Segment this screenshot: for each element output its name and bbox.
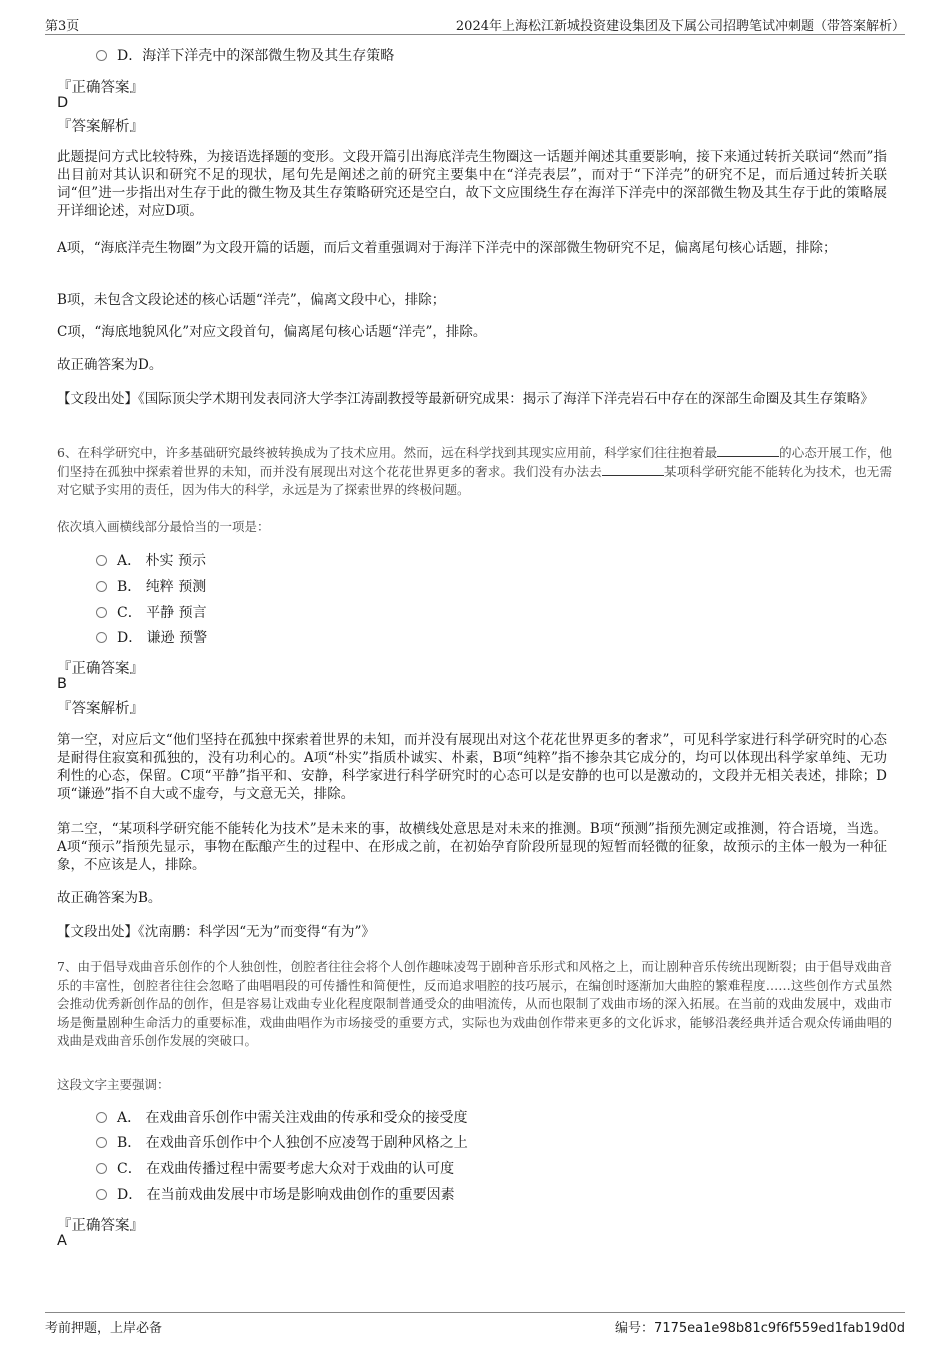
- radio-icon[interactable]: [96, 1112, 107, 1123]
- q5-analysis-para: 故正确答案为D。: [57, 357, 163, 373]
- q6-analysis-para: 第二空，“某项科学研究能不能转化为技术”是未来的事，故横线处意思是对未来的推测。B项“预测”指预先测定或推测，符合语境，当选。A项“预示”指预先显示，事物在酝酿产生的过程中、在形成之前，在初始孕育阶段所显现的短暂而轻微的征象，故预示的主体一般为一种征象，不应该是人，排除。: [57, 821, 887, 873]
- q6-answer: B: [57, 676, 67, 692]
- q6-option-a[interactable]: A． 朴实 预示: [96, 551, 206, 571]
- q5-analysis-para: A项，“海底洋壳生物圈”为文段开篇的话题，而后文着重强调对于海洋下洋壳中的深部微生物研究不足，偏离尾句核心话题，排除；: [57, 240, 837, 256]
- q7-option-a[interactable]: A． 在戏曲音乐创作中需关注戏曲的传承和受众的接受度: [96, 1108, 468, 1128]
- document-serial: 编号：7175ea1e98b81c9f6f559ed1fab19d0d: [615, 1321, 905, 1336]
- radio-icon[interactable]: [96, 1137, 107, 1148]
- q5-source: 【文段出处】《国际顶尖学术期刊发表同济大学李江涛副教授等最新研究成果：揭示了海洋下洋壳岩石中存在的深部生命圈及其生存策略》: [57, 391, 874, 407]
- q6-option-b[interactable]: B． 纯粹 预测: [96, 577, 206, 597]
- q6-prompt: 依次填入画横线部分最恰当的一项是：: [57, 519, 270, 534]
- q6-question-text: 6、在科学研究中，许多基础研究最终被转换成为了技术应用。然而，远在科学找到其现实应用前，科学家们往往抱着最 的心态开展工作，他们坚持在孤独中探索着世界的未知，而并没有展现出对这个花花世界更多的奢求。我们没有办法去 某项科学研究能不能转化为技术，也无需对它赋予实用的责任，因为伟大的科学，永远是为了探索世界的终极问题。: [57, 445, 892, 497]
- q5-option-d[interactable]: [96, 46, 394, 66]
- q6-analysis-label: 『答案解析』: [57, 701, 144, 717]
- q6-analysis-para: 第一空，对应后文“他们坚持在孤独中探索着世界的未知，而并没有展现出对这个花花世界更多的奢求”，可见科学家进行科学研究时的心态是耐得住寂寞和孤独的，没有功利心的。A项“朴实”指质朴诚实、朴素，B项“纯粹”指不掺杂其它成分的，均可以体现出科学家单纯、无功利性的心态，保留。C项“平静”指平和、安静，科学家进行科学研究时的心态可以是安静的也可以是激动的，文段并无相关表述，排除；D项“谦逊”指不自大或不虚夸，与文意无关，排除。: [57, 732, 887, 802]
- radio-icon[interactable]: [96, 1163, 107, 1174]
- q7-option-d[interactable]: D． 在当前戏曲发展中市场是影响戏曲创作的重要因素: [96, 1185, 455, 1205]
- fill-blank: [602, 463, 664, 476]
- q5-analysis-label: 『答案解析』: [57, 119, 144, 135]
- radio-icon[interactable]: [96, 50, 107, 61]
- q7-option-b[interactable]: B． 在戏曲音乐创作中个人独创不应凌驾于剧种风格之上: [96, 1133, 468, 1153]
- q7-prompt: 这段文字主要强调：: [57, 1077, 170, 1092]
- footer-slogan: 考前押题，上岸必备: [45, 1321, 163, 1336]
- q5-analysis-para: B项，未包含文段论述的核心话题“洋壳”，偏离文段中心，排除；: [57, 292, 446, 308]
- radio-icon[interactable]: [96, 607, 107, 618]
- q5-answer-label: 『正确答案』: [57, 80, 144, 96]
- q7-option-c[interactable]: C． 在戏曲传播过程中需要考虑大众对于戏曲的认可度: [96, 1159, 454, 1179]
- q6-source: 【文段出处】《沈南鹏：科学因“无为”而变得“有为”》: [57, 924, 375, 940]
- page-number: 第3页: [45, 19, 80, 34]
- q7-answer: A: [57, 1233, 67, 1249]
- page-footer: [45, 1312, 905, 1335]
- q6-analysis-para: 故正确答案为B。: [57, 890, 162, 906]
- radio-icon[interactable]: [96, 1189, 107, 1200]
- page-header: [45, 14, 905, 35]
- option-label: D．海洋下洋壳中的深部微生物及其生存策略: [117, 48, 395, 64]
- q5-analysis-para: C项，“海底地貌风化”对应文段首句，偏离尾句核心话题“洋壳”，排除。: [57, 324, 487, 340]
- q7-answer-label: 『正确答案』: [57, 1218, 144, 1234]
- q7-question-text: 7、由于倡导戏曲音乐创作的个人独创性，创腔者往往会将个人创作趣味凌驾于剧种音乐形式和风格之上，而让剧种音乐传统出现断裂；由于倡导戏曲音乐的丰富性，创腔者往往会忽略了曲唱唱段的可传播性和简便性，反而追求唱腔的技巧展示，在编创时逐渐加大曲腔的繁难程度……这些创作方式虽然会推动优秀新创作品的创作，但是容易让戏曲专业化程度限制普通受众的曲唱流传，从而也限制了戏曲市场的深入拓展。在当前的戏曲发展中，戏曲市场是衡量剧种生命活力的重要标准，戏曲曲唱作为市场接受的重要方式，实际也为戏曲创作带来更多的文化诉求，能够沿袭经典并适合观众传诵曲唱的戏曲是戏曲音乐创作发展的突破口。: [57, 959, 892, 1048]
- q6-option-c[interactable]: C． 平静 预言: [96, 603, 207, 623]
- q5-answer: D: [57, 95, 69, 111]
- fill-blank: [717, 444, 779, 457]
- radio-icon[interactable]: [96, 632, 107, 643]
- radio-icon[interactable]: [96, 581, 107, 592]
- document-title: 2024年上海松江新城投资建设集团及下属公司招聘笔试冲刺题（带答案解析）: [455, 19, 905, 34]
- q6-answer-label: 『正确答案』: [57, 661, 144, 677]
- q6-option-d[interactable]: D． 谦逊 预警: [96, 628, 207, 648]
- radio-icon[interactable]: [96, 555, 107, 566]
- q5-analysis-para: 此题提问方式比较特殊，为接语选择题的变形。文段开篇引出海底洋壳生物圈这一话题并阐述其重要影响，接下来通过转折关联词“然而”指出目前对其认识和研究不足的现状，尾句先是阐述之前的研究主要集中在“洋壳表层”，而对于“下洋壳”的研究不足，而后通过转折关联词“但”进一步指出对生存于此的微生物及其生存策略研究还是空白，故下文应围绕生存在海洋下洋壳中的深部微生物及其生存于此的策略展开详细论述，对应D项。: [57, 149, 887, 219]
